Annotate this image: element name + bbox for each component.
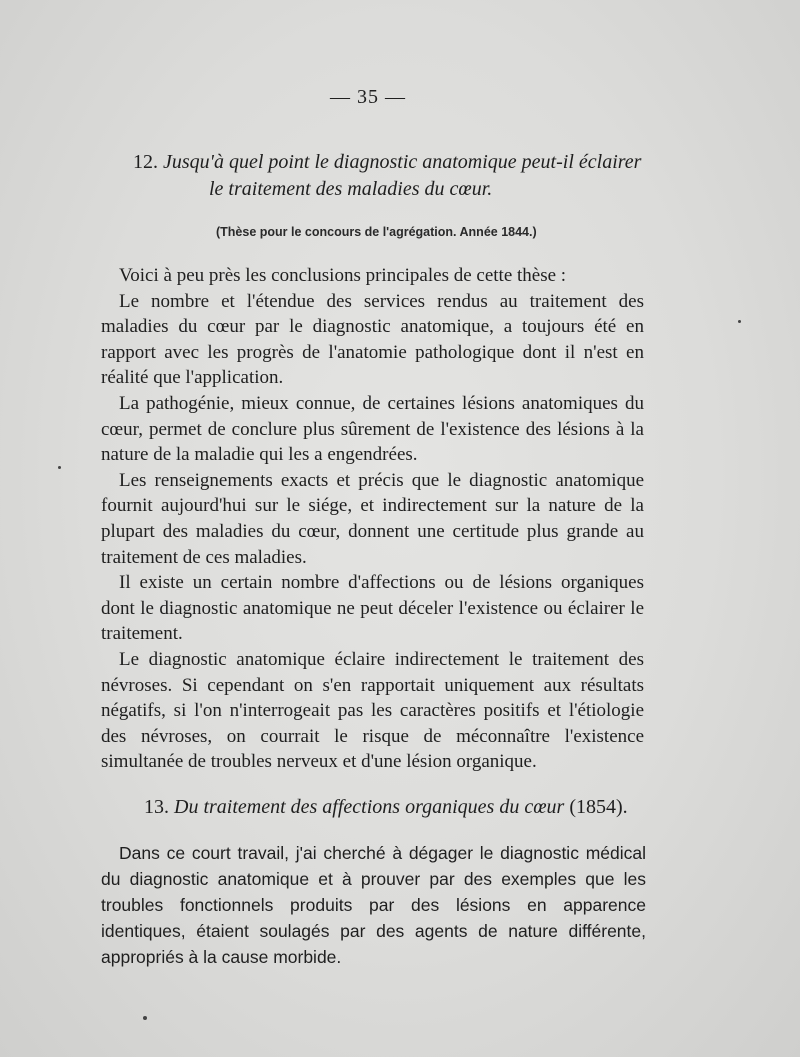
section-12-title-line-2: le traitement des maladies du cœur. [209,178,493,200]
ink-speck [58,466,61,469]
section-12-paragraph: Les renseignements exacts et précis que le diagnostic anatomique fournit aujourd'hui sur le siége, et indirectement sur la nature de la plupart des maladies du cœur, donnent une certitude plus grande au traitement de ces maladies. [101,469,644,568]
section-12-note: (Thèse pour le concours de l'agrégation. Année 1844.) [216,225,537,239]
section-13-paragraph: Dans ce court travail, j'ai cherché à dégager le diagnostic médical du diagnostic anatomique et à prouver par des exemples que les troubles fonctionnels produits par des lésions en apparence identiques, étaient soulagés par des agents de nature différente, appropriés à la cause morbide. [101,843,646,967]
ink-speck [738,320,741,323]
page-number: — 35 — [330,86,406,108]
section-12-paragraph: La pathogénie, mieux connue, de certaines lésions anatomiques du cœur, permet de conclure plus sûrement de l'existence des lésions à la nature de la maladie qui les a engendrées. [101,392,644,466]
section-12-number: 12. [133,151,158,173]
section-12-title-text-1: Jusqu'à quel point le diagnostic anatomique peut-il éclairer [163,151,642,173]
section-12-body [101,263,644,775]
section-12-paragraph: Le diagnostic anatomique éclaire indirectement le traitement des névroses. Si cependant on s'en rapportait uniquement aux résultats négatifs, si l'on n'interrogeait pas les caractères positifs et l'étiologie des névroses, on courrait le risque de méconnaître l'existence simultanée de troubles nerveux et d'une lésion organique. [101,648,644,773]
section-13-title-text: Du traitement des affections organiques du cœur [174,796,565,818]
section-13-body [101,840,646,970]
section-13-title [144,796,628,819]
section-12-paragraph: Voici à peu près les conclusions principales de cette thèse : [119,265,567,286]
ink-speck [143,1016,147,1020]
section-13-number: 13. [144,796,169,818]
section-12-paragraph: Le nombre et l'étendue des services rendus au traitement des maladies du cœur par le diagnostic anatomique, a toujours été en rapport avec les progrès de l'anatomie pathologique dont il n'est en réalité que l'application. [101,290,644,389]
section-12-paragraph: Il existe un certain nombre d'affections ou de lésions organiques dont le diagnostic anatomique ne peut déceler l'existence ou éclairer le traitement. [101,572,644,645]
section-13-year: (1854). [569,796,628,818]
section-12-title-line-1 [0,151,800,174]
